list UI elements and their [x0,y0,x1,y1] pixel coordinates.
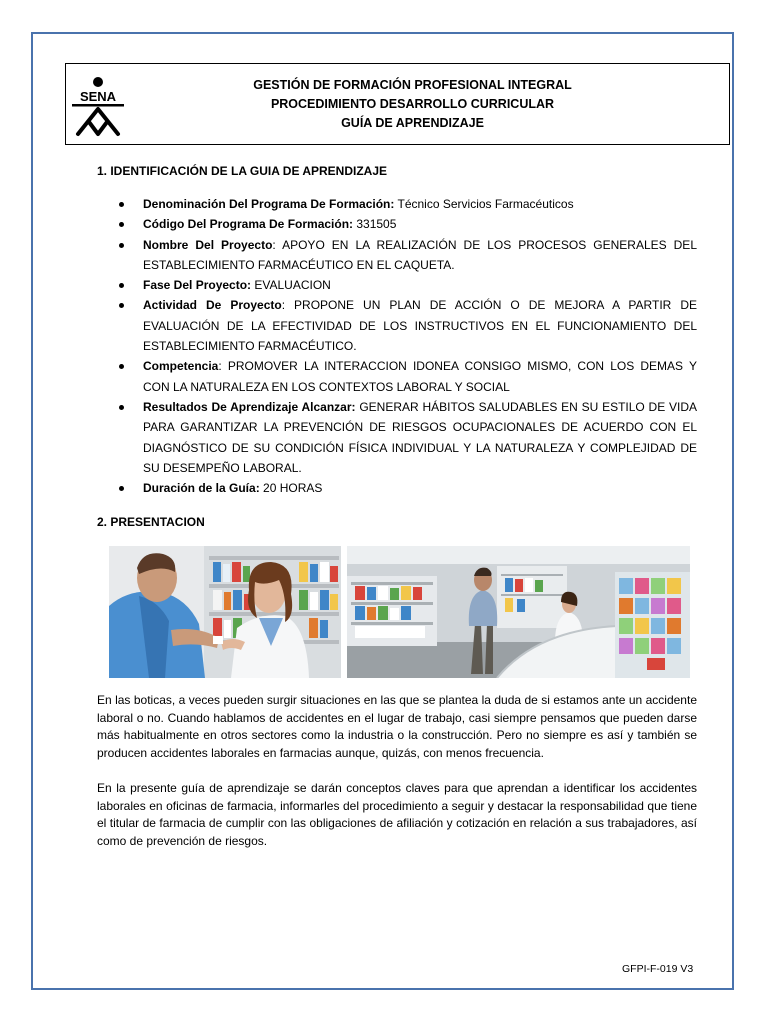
list-item: Duración de la Guía: 20 HORAS [115,478,697,498]
bullet-icon [119,405,124,410]
pharmacy-interior-photo [347,546,690,678]
bullet-icon [119,364,124,369]
header-line-2: PROCEDIMIENTO DESARROLLO CURRICULAR [270,97,555,111]
bullet-icon [119,243,124,248]
list-item: Denominación Del Programa De Formación: Técnico Servicios Farmacéuticos [115,194,697,214]
document-code: GFPI-F-019 V3 [622,963,694,975]
header-line-3: GUÍA DE APRENDIZAJE [341,116,484,130]
presentation-paragraph-2: En la presente guía de aprendizaje se darán conceptos claves para que aprendan a identificar los accidentes laborales en oficinas de farmacia, informarles del procedimiento a seguir y destacar la responsabilidad que tiene el titular de farmacia de cumplir con las obligaciones de afiliación y cotización en relación a sus trabajadores, así como de prevención de riesgos. [97,781,697,848]
bullet-icon [119,222,124,227]
list-item: Código Del Programa De Formación: 331505 [115,214,697,234]
pharmacist-customer-photo [109,546,341,678]
list-item: Resultados De Aprendizaje Alcanzar: GENERAR HÁBITOS SALUDABLES EN SU ESTILO DE VIDA PARA GARANTIZAR LA PREVENCIÓN DE RIESGOS OCUPACIONALES DE ACUERDO CON EL DIAGNÓSTICO DE SU CONDICIÓN FÍSICA INDIVIDUAL Y LA NATURALEZA Y COMPLEJIDAD DE SU DESEMPEÑO LABORAL. [115,397,697,478]
document-header [65,63,730,145]
logo-text: SENA [79,89,117,104]
identification-list [115,194,697,498]
section-1-title: 1. IDENTIFICACIÓN DE LA GUIA DE APRENDIZAJE [97,164,388,178]
list-item: Fase Del Proyecto: EVALUACION [115,275,697,295]
presentation-paragraph-1: En las boticas, a veces pueden surgir situaciones en las que se plantea la duda de si estamos ante un accidente laboral o no. Cuando hablamos de accidentes en el lugar de trabajo, casi siempre pensamos que pueden darse más habitualmente en otros sectores como la industria o la construcción. Pero no siempre es así y también se producen accidentes laborales en farmacias aunque, quizás, con menos frecuencia. [97,693,697,760]
list-item: Competencia: PROMOVER LA INTERACCION IDONEA CONSIGO MISMO, CON LOS DEMAS Y CON LA NATURALEZA EN LOS CONTEXTOS LABORAL Y SOCIAL [115,356,697,397]
list-item: Actividad De Proyecto: PROPONE UN PLAN DE ACCIÓN O DE MEJORA A PARTIR DE EVALUACIÓN DE LA EFECTIVIDAD DE LOS INSTRUCTIVOS EN EL FUNCIONAMIENTO DEL ESTABLECIMIENTO FARMACÉUTICO. [115,295,697,356]
bullet-icon [119,303,124,308]
section-2-title: 2. PRESENTACION [97,515,205,529]
bullet-icon [119,486,124,491]
bullet-icon [119,202,124,207]
header-line-1: GESTIÓN DE FORMACIÓN PROFESIONAL INTEGRAL [253,78,572,92]
list-item: Nombre Del Proyecto: APOYO EN LA REALIZACIÓN DE LOS PROCESOS GENERALES DEL ESTABLECIMIENTO FARMACÉUTICO EN EL CAQUETA. [115,235,697,276]
bullet-icon [119,283,124,288]
